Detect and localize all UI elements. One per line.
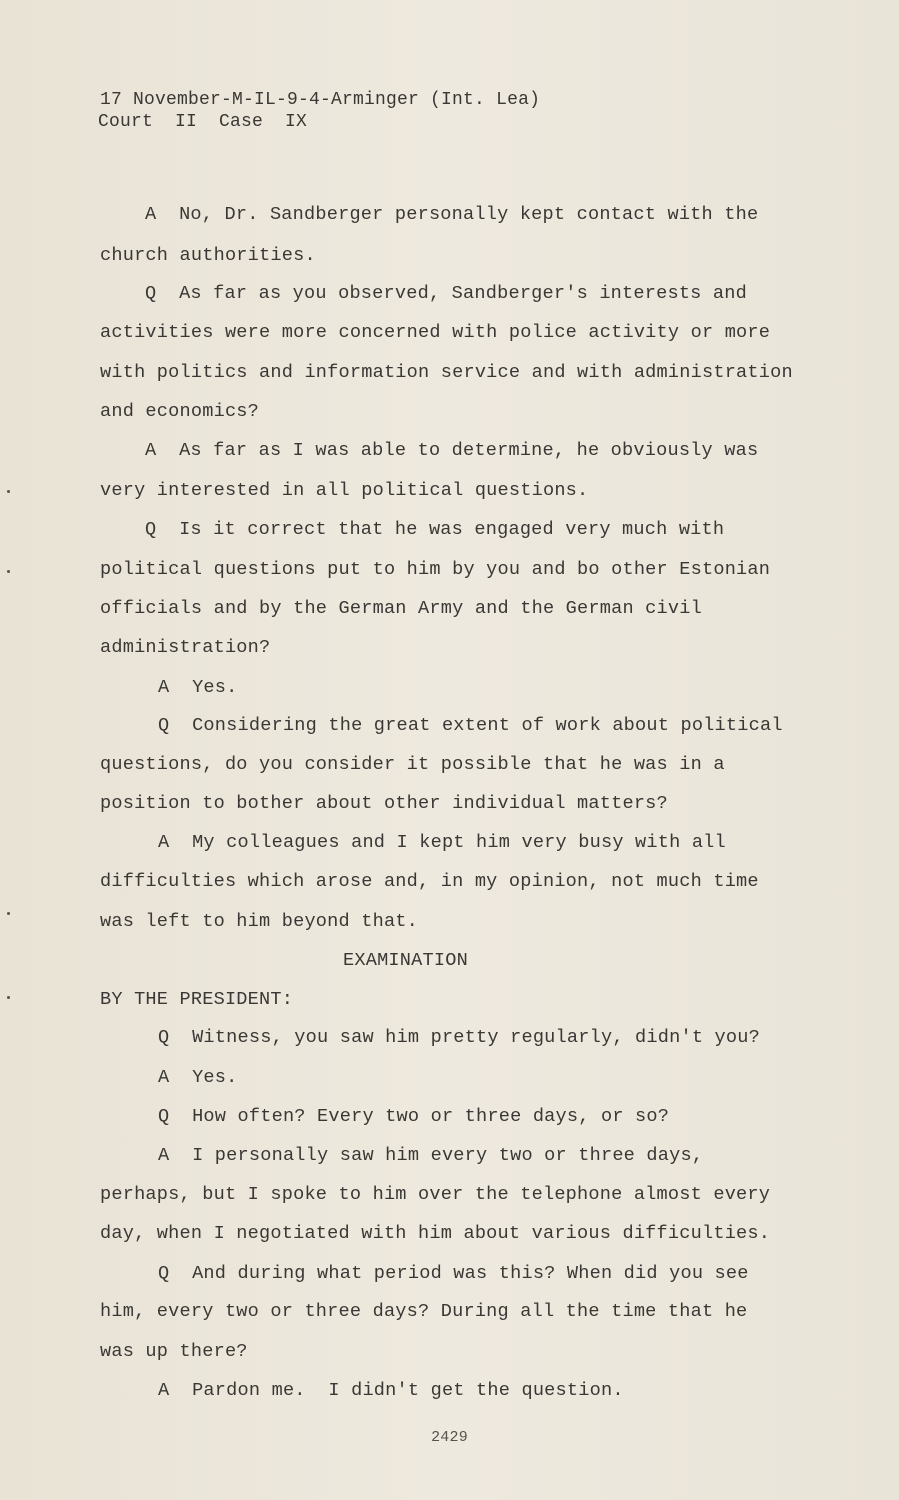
answer-line: A Pardon me. I didn't get the question.	[158, 1380, 624, 1401]
text-line: him, every two or three days? During all the time that he	[100, 1301, 748, 1322]
margin-mark	[7, 570, 10, 573]
text-line: officials and by the German Army and the German civil	[100, 598, 702, 619]
text-line: perhaps, but I spoke to him over the telephone almost every	[100, 1184, 771, 1205]
header-line-1: 17 November-M-IL-9-4-Arminger (Int. Lea)	[100, 90, 541, 110]
question-line: Q Is it correct that he was engaged very much with	[145, 519, 725, 540]
text-line: with politics and information service and with administration	[100, 362, 793, 383]
question-line: Q As far as you observed, Sandberger's interests and	[145, 283, 747, 304]
question-line: Q Witness, you saw him pretty regularly, didn't you?	[158, 1027, 760, 1048]
answer-line: A Yes.	[158, 1067, 238, 1088]
text-line: administration?	[100, 637, 271, 658]
margin-mark	[7, 996, 10, 999]
text-line: church authorities.	[100, 245, 316, 266]
text-line: activities were more concerned with police activity or more	[100, 322, 771, 343]
question-line: Q How often? Every two or three days, or so?	[158, 1106, 670, 1127]
text-line: was left to him beyond that.	[100, 911, 419, 932]
text-line: was up there?	[100, 1341, 248, 1362]
answer-line: A As far as I was able to determine, he obviously was	[145, 440, 759, 461]
page-number: 2429	[431, 1429, 468, 1446]
text-line: questions, do you consider it possible that he was in a	[100, 754, 725, 775]
answer-line: A No, Dr. Sandberger personally kept contact with the	[145, 204, 759, 225]
examiner-heading: BY THE PRESIDENT:	[100, 989, 294, 1010]
text-line: difficulties which arose and, in my opinion, not much time	[100, 871, 759, 892]
header-line-2: Court II Case IX	[98, 112, 308, 132]
margin-mark	[7, 912, 10, 915]
question-line: Q And during what period was this? When did you see	[158, 1263, 749, 1284]
answer-line: A My colleagues and I kept him very busy with all	[158, 832, 726, 853]
answer-line: A I personally saw him every two or three days,	[158, 1145, 704, 1166]
section-heading: EXAMINATION	[343, 950, 468, 971]
text-line: day, when I negotiated with him about various difficulties.	[100, 1223, 771, 1244]
answer-line: A Yes.	[158, 677, 238, 698]
text-line: political questions put to him by you and bo other Estonian	[100, 559, 771, 580]
margin-mark	[7, 490, 10, 493]
text-line: position to bother about other individual matters?	[100, 793, 668, 814]
text-line: very interested in all political questions.	[100, 480, 589, 501]
text-line: and economics?	[100, 401, 260, 422]
question-line: Q Considering the great extent of work about political	[158, 715, 783, 736]
